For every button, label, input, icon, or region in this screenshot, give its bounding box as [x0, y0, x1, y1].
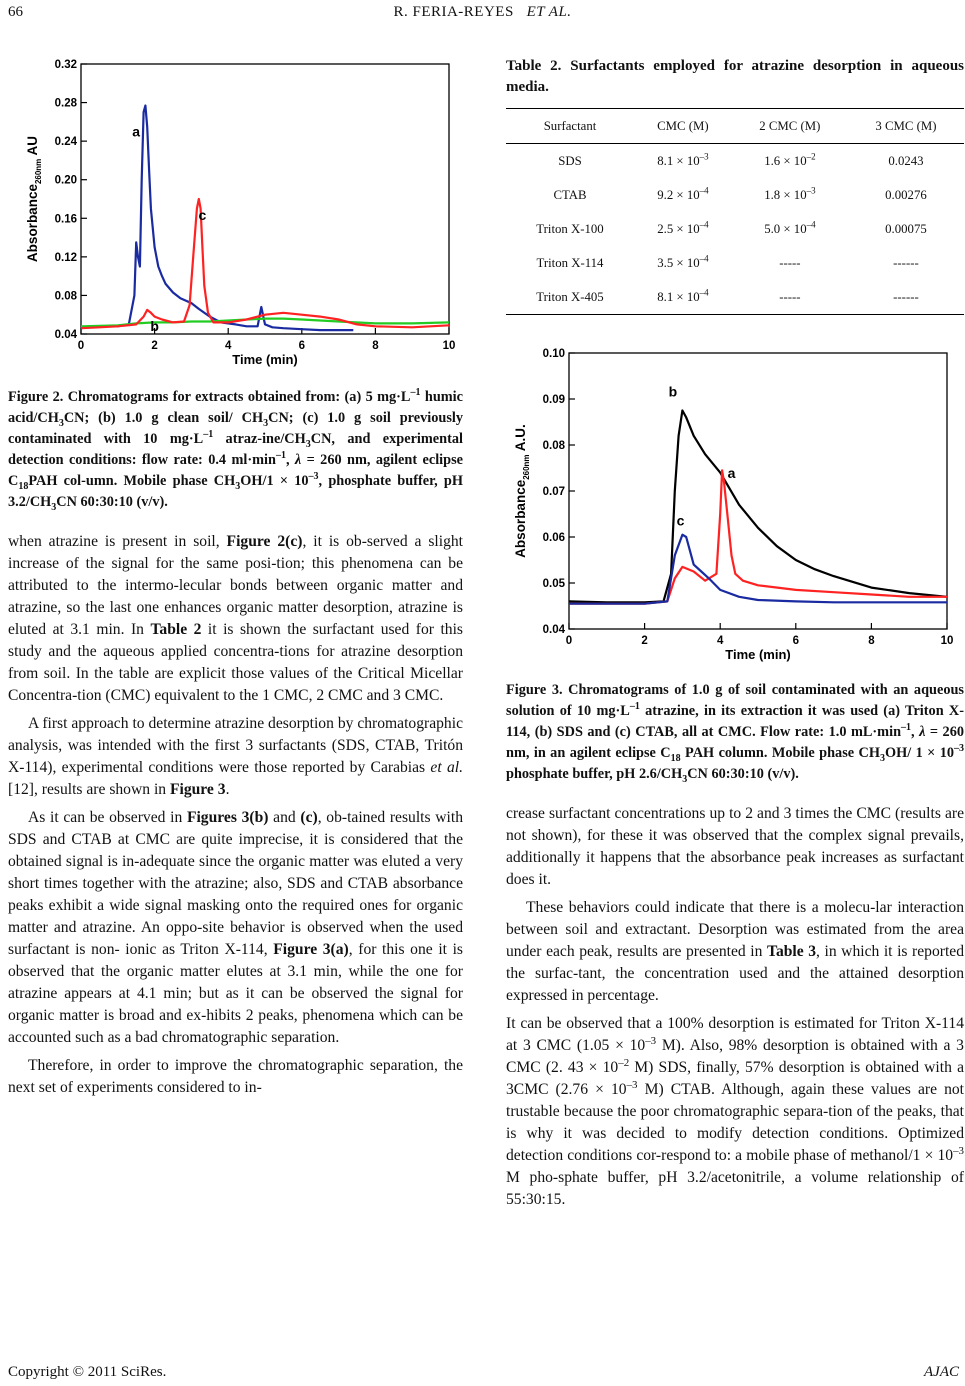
- table-cell: $1.6 \times 10^{-2}$: [764, 151, 816, 168]
- figure-3-caption: Figure 3. Chromatograms of 1.0 g of soil contaminated with an aqueous solution of 10 $mg\cdot L^{-1}$ atrazine, in its extraction it was used (a) Triton X-114, (b) SDS and (c) CTAB, all at CMC. Flow rate: 1.0 $mL\cdot\min^{-1}$, λ = 260 nm, in an agilent eclipse $C_{18}$ PAH column. Mobile phase $CH_3OH/$ $1 \times 10^{-3}$ phosphate buffer, pH $2.6/CH_3CN$ 60:30:10 (v/v).: [506, 682, 965, 785]
- table-2-title: Table 2. Surfactants employed for atrazine desorption in aqueous media.: [506, 58, 964, 95]
- table-cell: 0.0243: [888, 153, 924, 168]
- figure-3-chart: [506, 333, 964, 673]
- y-axis-label: Absorbance$_{260nm}$ A.U.: [513, 424, 531, 558]
- table-cell: $8.1 \times 10^{-3}$: [657, 151, 709, 168]
- series-line-c: [569, 535, 947, 604]
- x-tick-label: 8: [868, 635, 875, 647]
- x-tick-label: 2: [151, 340, 158, 352]
- table-cell: $3.5 \times 10^{-4}$: [657, 253, 709, 270]
- paragraph: A first approach to determine atrazine desorption by chromatographic analysis, was intended with the first 3 surfactants (SDS, CTAB, Tritón X-114), experimental conditions were those reported by Carabias et al. [12], results are shown in Figure 3.: [8, 715, 463, 798]
- table-cell: Triton X-100: [536, 221, 604, 236]
- x-tick-label: 4: [716, 635, 724, 647]
- right-column: [506, 56, 964, 1211]
- series-annotation: a: [727, 465, 736, 482]
- paragraph: Therefore, in order to improve the chromatographic separation, the next set of experiments considered to in-: [8, 1057, 463, 1096]
- running-header: [0, 4, 965, 24]
- y-tick-label: 0.09: [542, 394, 565, 406]
- y-tick-label: 0.16: [54, 213, 77, 226]
- y-tick-label: 0.06: [542, 532, 565, 544]
- plot-frame: [569, 353, 947, 629]
- table-row: [506, 280, 964, 315]
- paragraph: As it can be observed in Figures 3(b) and (c), ob-tained results with SDS and CTAB at CMC are quite imprecise, it is considered that the obtained signal is in-adequate since the organic matter was eluted a very short times together with the atrazine; also, SDS and CTAB absorbance peaks exhibit a wide signal masking onto the required ones for organic matter and atrazine. An oppo-site behavior is observed when the used surfactant is non- ionic as Triton X-114, Figure 3(a), for this one it is observed that the organic matter elutes at 3.1 min, while the one for atrazine appears at 4.1 min; but as it can be observed the signal for organic matter is broad and ex-hibits 2 peaks, phenomena which can be accounted such as a bad chromatographic separation.: [8, 809, 463, 1046]
- x-tick-label: 10: [940, 635, 954, 647]
- table-row: [506, 144, 964, 179]
- table-cell: $1.8 \times 10^{-3}$: [764, 185, 816, 202]
- x-tick-label: 6: [298, 340, 306, 352]
- table-cell: ------: [893, 289, 919, 304]
- y-axis-label: Absorbance$_{260nm}$ AU: [25, 135, 43, 263]
- x-tick-label: 2: [641, 635, 648, 647]
- figure-2-chart: [8, 56, 463, 376]
- table-cell: CTAB: [553, 187, 587, 202]
- x-axis-label: Time (min): [725, 647, 791, 662]
- x-tick-label: 4: [224, 340, 232, 352]
- y-tick-label: 0.28: [54, 97, 77, 110]
- y-tick-label: 0.20: [54, 174, 77, 187]
- table-cell: -----: [779, 289, 801, 304]
- table-row: [506, 212, 964, 246]
- y-tick-label: 0.10: [542, 348, 565, 360]
- y-tick-label: 0.05: [542, 578, 565, 590]
- series-line-b: [569, 411, 947, 603]
- table-cell: 0.00276: [885, 187, 927, 202]
- figure-3: [506, 333, 964, 678]
- table-cell: 0.00075: [885, 221, 927, 236]
- paragraph: when atrazine is present in soil, Figure 2(c), it is ob-served a slight increase of the signal for the same posi-tion; this phenomena can be attributed to the intermo-lecular bonds between organic matter and atrazine, so the last one enhances organic matter desorption, atrazine is eluted at 3.1 min. In Table 2 it is shown the surfactant used for this study and the aqueous applied concentra-tions for atrazine desorption from soil. In the table are explicit those values of the Critical Micellar Concentra-tion (CMC) equivalent to the 1 CMC, 2 CMC and 3 CMC.: [8, 533, 464, 704]
- series-annotation: b: [150, 318, 159, 335]
- running-title: R. FERIA-REYES ET AL.: [393, 4, 572, 20]
- table-row: [506, 178, 964, 212]
- table-cell: ------: [893, 255, 919, 270]
- x-tick-label: 6: [792, 635, 800, 647]
- table-cell: Triton X-114: [536, 255, 604, 270]
- table-cell: $5.0 \times 10^{-4}$: [764, 219, 816, 236]
- table-header-cell: 2 CMC (M): [759, 118, 821, 133]
- plot-frame: [81, 64, 449, 334]
- table-cell: -----: [779, 255, 801, 270]
- paragraph: crease surfactant concentrations up to 2 and 3 times the CMC (results are not shown), for these it was observed that the complex signal prevails, additionally it happens that the absorbance peak increases as surfactant does it.: [506, 805, 964, 888]
- series-line-a: [569, 470, 947, 603]
- series-annotation: a: [132, 123, 141, 140]
- table-cell: Triton X-405: [536, 289, 604, 304]
- y-tick-label: 0.08: [542, 440, 565, 452]
- page-number: 66: [8, 4, 23, 20]
- y-tick-label: 0.24: [54, 136, 77, 149]
- x-axis-label: Time (min): [232, 352, 298, 367]
- x-tick-label: 0: [565, 635, 573, 647]
- table-2: [506, 108, 964, 315]
- y-tick-label: 0.07: [542, 486, 565, 498]
- table-header-cell: 3 CMC (M): [875, 118, 937, 133]
- paragraph: It can be observed that a 100% desorption is estimated for Triton X-114 at 3 CMC ($1.05 \times 10^{-3}$ M). Also, 98% desorption is obtained with a 3 CMC (2. $43 \times 10^{-2}$ M) SDS, finally, 57% desorption is obtained with a 3CMC ($2.76 \times 10^{-3}$ M) CTAB. Although, again these values are not trustable because the poor chromatographic separa-tion of the peaks, that is why it was decided to modify detection conditions. Optimized detection conditions cor-respond to: a mobile phase of methanol/1 × $10^{-3}$ M pho-sphate buffer, pH 3.2/acetonitrile, a volume relationship of 55:30:15.: [506, 1015, 965, 1208]
- y-tick-label: 0.08: [54, 290, 77, 303]
- series-annotation: b: [668, 383, 678, 400]
- table-header-cell: CMC (M): [657, 118, 709, 133]
- series-annotation: c: [198, 207, 207, 224]
- left-column: [8, 56, 463, 1099]
- table-cell: $8.1 \times 10^{-4}$: [657, 287, 709, 304]
- table-cell: $9.2 \times 10^{-4}$: [657, 185, 709, 202]
- x-tick-label: 10: [442, 340, 456, 352]
- y-tick-label: 0.12: [54, 251, 77, 264]
- y-tick-label: 0.32: [54, 59, 77, 71]
- x-tick-label: 0: [77, 340, 85, 352]
- series-line-a: [81, 106, 353, 331]
- x-tick-label: 8: [372, 340, 379, 352]
- figure-2: [8, 56, 463, 381]
- copyright: Copyright © 2011 SciRes.: [8, 1364, 167, 1380]
- table-cell: SDS: [558, 153, 582, 168]
- y-tick-label: 0.04: [54, 329, 77, 341]
- series-annotation: c: [676, 512, 685, 529]
- table-row: [506, 246, 964, 280]
- figure-2-caption: Figure 2. Chromatograms for extracts obtained from: (a) 5 $mg\cdot L^{-1}$ humic acid/$CH_3CN$; (b) 1.0 g clean soil/ $CH_3CN$; (c) 1.0 g soil previously contaminated with 10 $mg\cdot L^{-1}$ atraz-$ine/CH_3CN$, and experimental detection conditions: flow rate: 0.4 $ml\cdot\min^{-1}$, λ = 260 nm, agilent eclipse $C_{18}PAH$ col-umn. Mobile phase $CH_3OH/1 \times 10^{-3}$, phosphate buffer, pH $3.2/CH_3CN$ 60:30:10 (v/v).: [8, 387, 464, 513]
- journal-abbrev: AJAC: [924, 1364, 959, 1380]
- y-tick-label: 0.04: [542, 624, 565, 636]
- table-cell: $2.5 \times 10^{-4}$: [657, 219, 709, 236]
- table-header-cell: Surfactant: [543, 118, 597, 133]
- paragraph: These behaviors could indicate that there is a molecu-lar interaction between soil and extractant. Desorption was estimated from the area under each peak, results are presented in Table 3, in which it is reported the surfac-tant, the concentration used and the attained desorption expressed in percentage.: [506, 899, 964, 1004]
- table-header-row: [506, 109, 964, 144]
